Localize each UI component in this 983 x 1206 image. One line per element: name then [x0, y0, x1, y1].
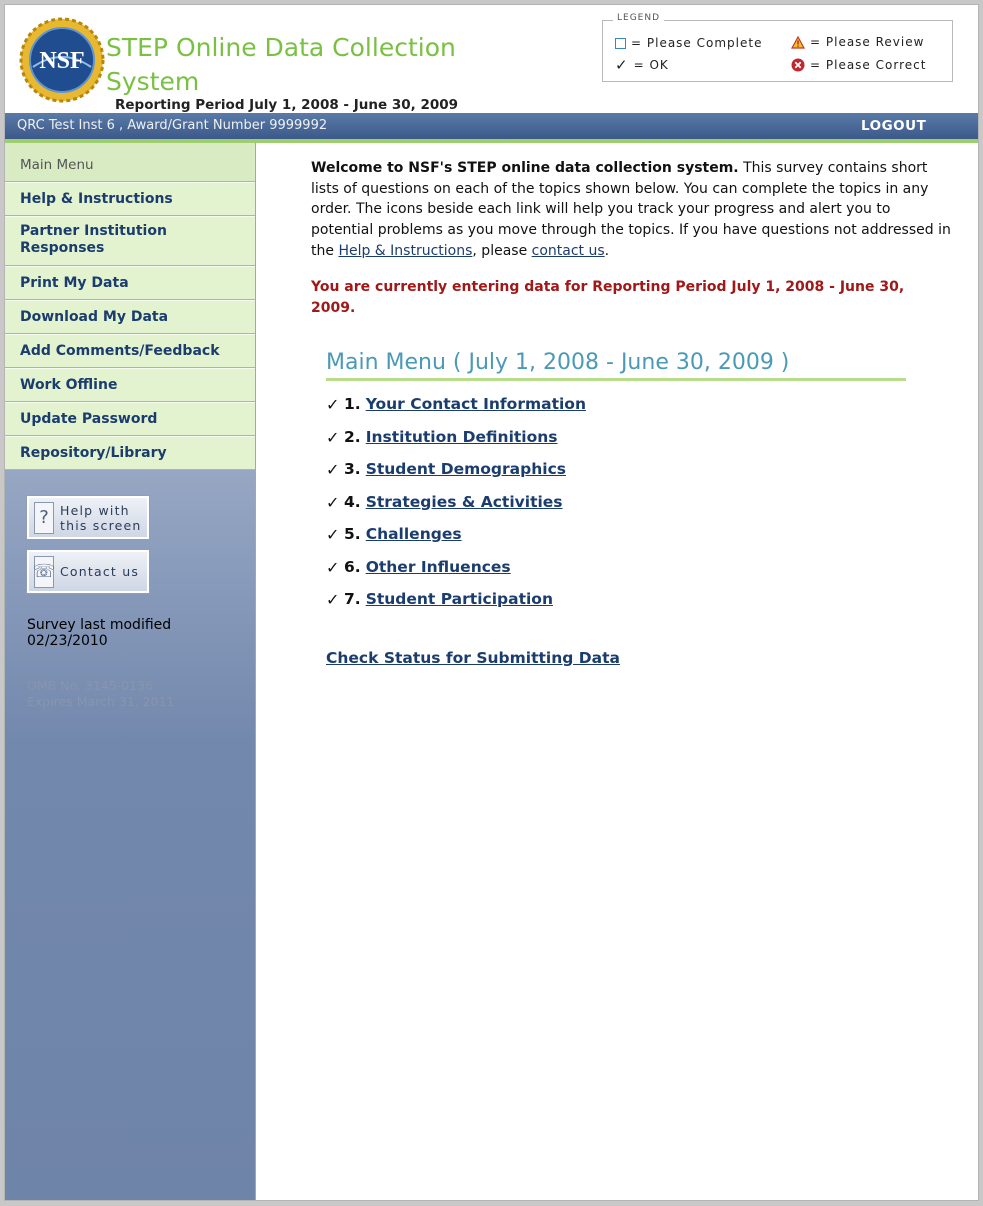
warning-icon [791, 36, 805, 49]
phone-icon: ☏ [34, 556, 54, 588]
legend-title: LEGEND [613, 13, 664, 23]
checkmark-icon: ✓ [615, 56, 629, 74]
app-title: STEP Online Data Collection System [106, 33, 456, 96]
legend-please-correct: = Please Correct [791, 58, 926, 72]
topic-list [326, 395, 926, 623]
help-icon: ? [34, 502, 54, 534]
checkmark-icon: ✓ [326, 492, 340, 512]
grant-info: QRC Test Inst 6 , Award/Grant Number 9999992 [17, 118, 328, 133]
sidebar-item-help-instructions[interactable]: Help & Instructions [5, 182, 255, 216]
legend [602, 13, 953, 82]
omb-info: OMB No. 3145-0136 Expires March 31, 2011 [27, 678, 175, 709]
checkmark-icon: ✓ [326, 395, 340, 414]
survey-modified-date: 02/23/2010 [27, 633, 108, 649]
sidebar-heading: Main Menu [5, 143, 255, 182]
sidebar-item-download-data[interactable]: Download My Data [5, 300, 255, 334]
current-period-notice: You are currently entering data for Reporting Period July 1, 2008 - June 30, 2009. [311, 279, 905, 316]
contact-button-label: Contact us [60, 564, 140, 579]
topic-link-strategies-activities[interactable]: Strategies & Activities [365, 492, 563, 511]
topic-item: ✓ 7. Student Participation [326, 590, 553, 609]
topic-item: ✓ 3. Student Demographics [326, 460, 566, 479]
topic-item: ✓ 2. Institution Definitions [326, 427, 558, 447]
sidebar-item-comments-feedback[interactable]: Add Comments/Feedback [5, 334, 255, 368]
intro-paragraph: Welcome to NSF's STEP online data collection system. This survey contains short lists of questions on each of the topics shown below. You can complete the topics in any order. The icons beside each link will help you track your progress and alert you to potential problems as you move through the topics. If you have questions not addressed in the Help & Instructions, please contact us. [311, 160, 951, 259]
checkmark-icon: ✓ [326, 590, 340, 609]
topic-link-other-influences[interactable]: Other Influences [365, 557, 511, 576]
topic-link-institution-definitions[interactable]: Institution Definitions [365, 427, 558, 446]
legend-ok: ✓ = OK [615, 56, 669, 74]
help-button-label-line1: Help with [60, 502, 130, 518]
svg-text:NSF: NSF [39, 48, 85, 74]
contact-us-button[interactable] [27, 550, 149, 593]
checkmark-icon: ✓ [326, 557, 340, 577]
legend-please-complete: = Please Complete [615, 36, 762, 50]
topic-item: ✓ 6. Other Influences [326, 557, 511, 577]
sidebar-item-print-data[interactable]: Print My Data [5, 266, 255, 300]
sidebar-item-work-offline[interactable]: Work Offline [5, 368, 255, 402]
check-status-link[interactable]: Check Status for Submitting Data [326, 649, 620, 667]
page-frame [4, 4, 979, 1201]
header [5, 5, 979, 113]
logout-link[interactable]: LOGOUT [861, 118, 927, 134]
topic-item: ✓ 1. Your Contact Information [326, 395, 586, 414]
sidebar-item-repository-library[interactable]: Repository/Library [5, 436, 255, 470]
topic-item: ✓ 5. Challenges [326, 525, 462, 544]
checkmark-icon: ✓ [326, 427, 340, 447]
topic-link-contact-information[interactable]: Your Contact Information [365, 395, 586, 413]
error-icon [791, 58, 805, 72]
topic-item: ✓ 4. Strategies & Activities [326, 492, 563, 512]
help-button-label-line2: this screen [60, 517, 142, 533]
legend-please-review: = Please Review [791, 35, 924, 49]
sidebar-item-update-password[interactable]: Update Password [5, 402, 255, 436]
topic-link-student-participation[interactable]: Student Participation [365, 590, 553, 608]
reporting-period: Reporting Period July 1, 2008 - June 30, 2009 [115, 97, 459, 113]
sidebar-item-partner-responses[interactable]: Partner Institution Responses [5, 216, 255, 266]
topic-link-challenges[interactable]: Challenges [365, 525, 462, 543]
contact-us-link[interactable]: contact us [531, 242, 605, 259]
divider [326, 378, 906, 381]
topic-link-student-demographics[interactable]: Student Demographics [365, 460, 566, 478]
top-navbar [5, 113, 979, 139]
checkmark-icon: ✓ [326, 525, 340, 544]
sidebar [5, 143, 256, 1201]
empty-box-icon [615, 38, 626, 49]
checkmark-icon: ✓ [326, 460, 340, 479]
main-content [257, 143, 979, 1201]
help-screen-button[interactable] [27, 496, 149, 539]
main-menu-title: Main Menu ( July 1, 2008 - June 30, 2009 ) [326, 350, 790, 375]
help-instructions-link[interactable]: Help & Instructions [338, 242, 473, 259]
nsf-logo [19, 17, 105, 103]
survey-last-modified: Survey last modified 02/23/2010 [27, 617, 172, 649]
